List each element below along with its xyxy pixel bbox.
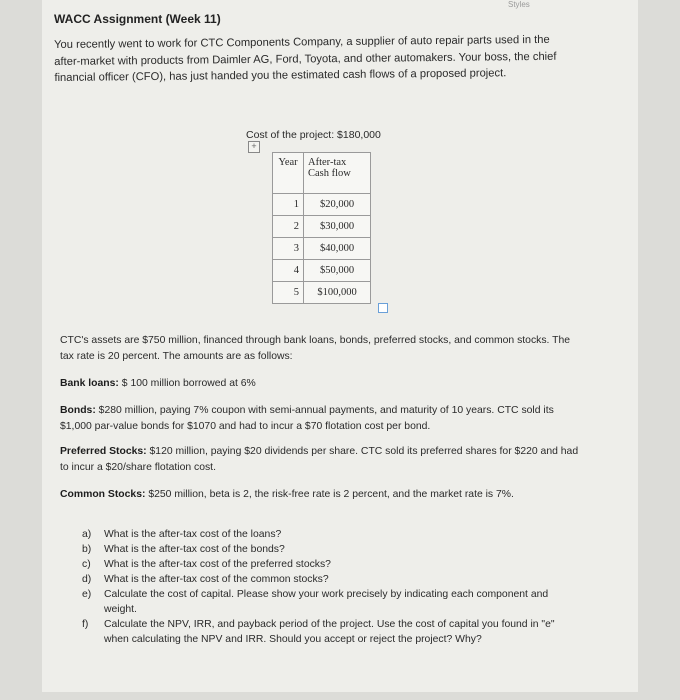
list-item — [82, 542, 572, 557]
common-text: $250 million, beta is 2, the risk-free rate is 2 percent, and the market rate is 7%. — [145, 489, 514, 500]
project-cost-label: Cost of the project: $180,000 — [246, 129, 381, 141]
question-label: c) — [82, 559, 91, 570]
cash-flow-cell: $30,000 — [304, 216, 371, 238]
list-item — [82, 557, 572, 572]
preferred-paragraph — [60, 444, 580, 476]
table-row — [273, 282, 371, 304]
cash-flow-cell: $100,000 — [304, 282, 371, 304]
list-item — [82, 527, 572, 542]
question-text: Calculate the NPV, IRR, and payback period of the project. Use the cost of capital you found in "e" when calculating the NPV and IRR. Should you accept or reject the project? Why? — [104, 619, 555, 645]
preferred-text: $120 million, paying $20 dividends per share. CTC sold its preferred shares for $220 and had to incur a $20/share flotation cost. — [60, 446, 579, 473]
list-item — [82, 617, 572, 647]
question-text: What is the after-tax cost of the bonds? — [104, 544, 285, 555]
common-paragraph — [60, 487, 580, 503]
table-row — [273, 216, 371, 238]
bank-loans-label: Bank loans: — [60, 378, 119, 389]
bank-loans-text: $ 100 million borrowed at 6% — [118, 378, 256, 389]
questions-list — [82, 527, 572, 647]
year-cell: 1 — [273, 194, 304, 216]
question-text: What is the after-tax cost of the common stocks? — [104, 574, 329, 585]
question-label: d) — [82, 574, 92, 585]
year-cell: 5 — [273, 282, 304, 304]
list-item — [82, 572, 572, 587]
styles-label[interactable]: Styles — [508, 0, 530, 9]
table-row — [273, 194, 371, 216]
year-cell: 2 — [273, 216, 304, 238]
cash-flow-cell: $40,000 — [304, 238, 371, 260]
preferred-label: Preferred Stocks: — [60, 446, 147, 457]
bonds-text: $280 million, paying 7% coupon with semi-annual payments, and maturity of 10 years. CTC sold its $1,000 par-value bonds for $1070 and had to incur a $70 flotation cost per bond. — [60, 405, 554, 432]
table-resize-handle[interactable] — [378, 303, 388, 313]
table-header-row — [273, 153, 371, 194]
question-label: e) — [82, 589, 92, 600]
question-label: f) — [82, 619, 89, 630]
intro-paragraph: You recently went to work for CTC Components Company, a supplier of auto repair parts used in the after-market with products from Daimler AG, Ford, Toyota, and other automakers. Your boss, the chief financial officer (CFO), has just handed you the estimated cash flows of a proposed project. — [54, 33, 557, 84]
question-label: b) — [82, 544, 92, 555]
list-item — [82, 587, 572, 617]
table-row — [273, 260, 371, 282]
bank-loans-paragraph — [60, 376, 580, 392]
bonds-label: Bonds: — [60, 405, 96, 416]
common-label: Common Stocks: — [60, 489, 146, 500]
table-row — [273, 238, 371, 260]
question-text: What is the after-tax cost of the loans? — [104, 529, 282, 540]
cash-flow-table — [272, 152, 371, 304]
year-header: Year — [273, 153, 304, 194]
question-label: a) — [82, 529, 92, 540]
year-cell: 4 — [273, 260, 304, 282]
year-cell: 3 — [273, 238, 304, 260]
cash-flow-cell: $50,000 — [304, 260, 371, 282]
question-text: What is the after-tax cost of the preferred stocks? — [104, 559, 331, 570]
bonds-paragraph — [60, 403, 580, 435]
cash-flow-header: After-tax Cash flow — [304, 153, 371, 194]
cash-flow-cell: $20,000 — [304, 194, 371, 216]
assets-paragraph: CTC's assets are $750 million, financed through bank loans, bonds, preferred stocks, and common stocks. The tax rate is 20 percent. The amounts are as follows: — [60, 335, 571, 362]
question-text: Calculate the cost of capital. Please show your work precisely by indicating each component and weight. — [104, 589, 549, 615]
assignment-title: WACC Assignment (Week 11) — [54, 12, 221, 26]
table-move-handle-icon[interactable]: + — [248, 141, 260, 153]
